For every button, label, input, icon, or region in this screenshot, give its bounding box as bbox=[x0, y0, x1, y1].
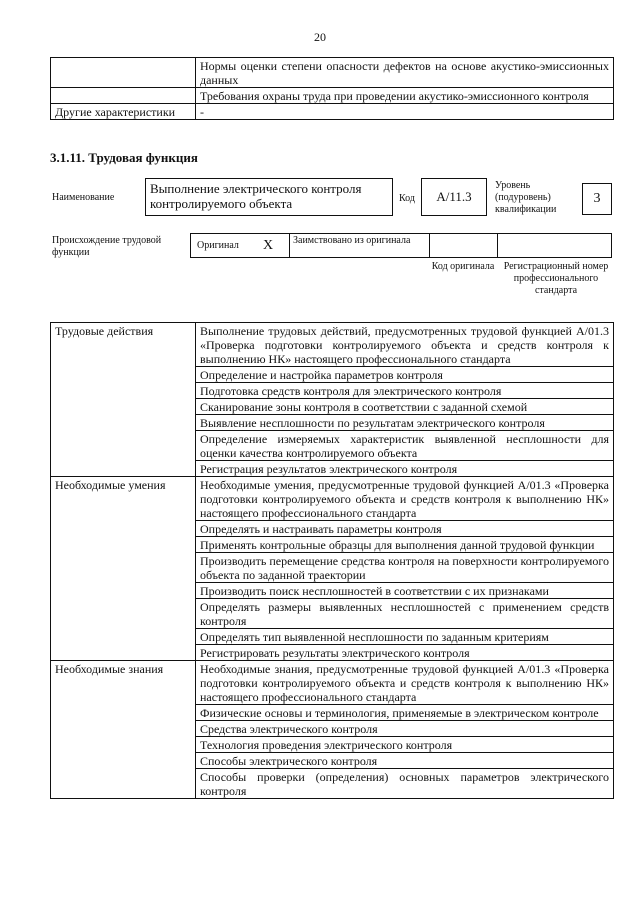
function-name-box: Выполнение электрического контроля контролируемого объекта bbox=[145, 178, 393, 216]
list-item: Сканирование зоны контроля в соответствии с заданной схемой bbox=[196, 399, 614, 415]
level-label: Уровень (подуровень) квалификации bbox=[495, 180, 557, 215]
top-table bbox=[50, 57, 614, 120]
list-item: Способы электрического контроля bbox=[196, 753, 614, 769]
table-row bbox=[51, 323, 614, 367]
section-heading: 3.1.11. Трудовая функция bbox=[50, 150, 198, 165]
section-label-actions: Трудовые действия bbox=[51, 323, 196, 477]
origin-label: Происхождение трудовой функции bbox=[52, 235, 162, 258]
list-item: Способы проверки (определения) основных параметров электрического контроля bbox=[196, 769, 614, 799]
list-item: Необходимые знания, предусмотренные трудовой функцией А/01.3 «Проверка подготовки контролируемого объекта и средств контроля к выполнению НК» настоящего профессионального стандарта bbox=[196, 661, 614, 705]
section-label-knowledge: Необходимые знания bbox=[51, 661, 196, 799]
list-item: Средства электрического контроля bbox=[196, 721, 614, 737]
list-item: Определение и настройка параметров контроля bbox=[196, 367, 614, 383]
list-item: Производить перемещение средства контроля на поверхности контролируемого объекта по заданной траектории bbox=[196, 553, 614, 583]
original-cell bbox=[190, 233, 290, 258]
borrowed-cell bbox=[289, 233, 430, 258]
list-item: Регистрация результатов электрического контроля bbox=[196, 461, 614, 477]
list-item: Определять и настраивать параметры контроля bbox=[196, 521, 614, 537]
code-original-caption: Код оригинала bbox=[431, 261, 495, 272]
table-row bbox=[51, 661, 614, 705]
page-number: 20 bbox=[314, 30, 326, 44]
row-label bbox=[51, 58, 196, 88]
row-value: Нормы оценки степени опасности дефектов на основе акустико-эмиссионных данных bbox=[196, 58, 614, 88]
name-label: Наименование bbox=[52, 192, 115, 203]
original-mark: X bbox=[263, 238, 274, 253]
level-box: 3 bbox=[582, 183, 612, 215]
row-label: Другие характеристики bbox=[51, 104, 196, 120]
reg-number-caption: Регистрационный номер профессионального стандарта bbox=[503, 261, 609, 296]
code-label: Код bbox=[399, 193, 415, 204]
list-item: Определение измеряемых характеристик выявленной несплошности для оценки качества контролируемого объекта bbox=[196, 431, 614, 461]
list-item: Подготовка средств контроля для электрического контроля bbox=[196, 383, 614, 399]
reg-number-cell bbox=[497, 233, 612, 258]
code-original-cell bbox=[429, 233, 498, 258]
table-row bbox=[51, 477, 614, 521]
table-row bbox=[51, 104, 614, 120]
list-item: Регистрировать результаты электрического контроля bbox=[196, 645, 614, 661]
list-item: Технология проведения электрического контроля bbox=[196, 737, 614, 753]
borrowed-label: Заимствовано из оригинала bbox=[293, 235, 411, 246]
row-label bbox=[51, 88, 196, 104]
table-row bbox=[51, 58, 614, 88]
list-item: Выполнение трудовых действий, предусмотренных трудовой функцией А/01.3 «Проверка подготовки контролируемого объекта и средств контроля к выполнению НК» настоящего профессионального стандарта bbox=[196, 323, 614, 367]
function-code-box: А/11.3 bbox=[421, 178, 487, 216]
row-value: - bbox=[196, 104, 614, 120]
list-item: Выявление несплошности по результатам электрического контроля bbox=[196, 415, 614, 431]
main-table bbox=[50, 322, 614, 799]
list-item: Определять тип выявленной несплошности по заданным критериям bbox=[196, 629, 614, 645]
list-item: Физические основы и терминология, применяемые в электрическом контроле bbox=[196, 705, 614, 721]
original-label: Оригинал bbox=[197, 240, 239, 251]
section-label-skills: Необходимые умения bbox=[51, 477, 196, 661]
list-item: Производить поиск несплошностей в соответствии с их признаками bbox=[196, 583, 614, 599]
table-row bbox=[51, 88, 614, 104]
list-item: Необходимые умения, предусмотренные трудовой функцией А/01.3 «Проверка подготовки контролируемого объекта и средств контроля к выполнению НК» настоящего профессионального стандарта bbox=[196, 477, 614, 521]
list-item: Применять контрольные образцы для выполнения данной трудовой функции bbox=[196, 537, 614, 553]
row-value: Требования охраны труда при проведении акустико-эмиссионного контроля bbox=[196, 88, 614, 104]
list-item: Определять размеры выявленных несплошностей с применением средств контроля bbox=[196, 599, 614, 629]
